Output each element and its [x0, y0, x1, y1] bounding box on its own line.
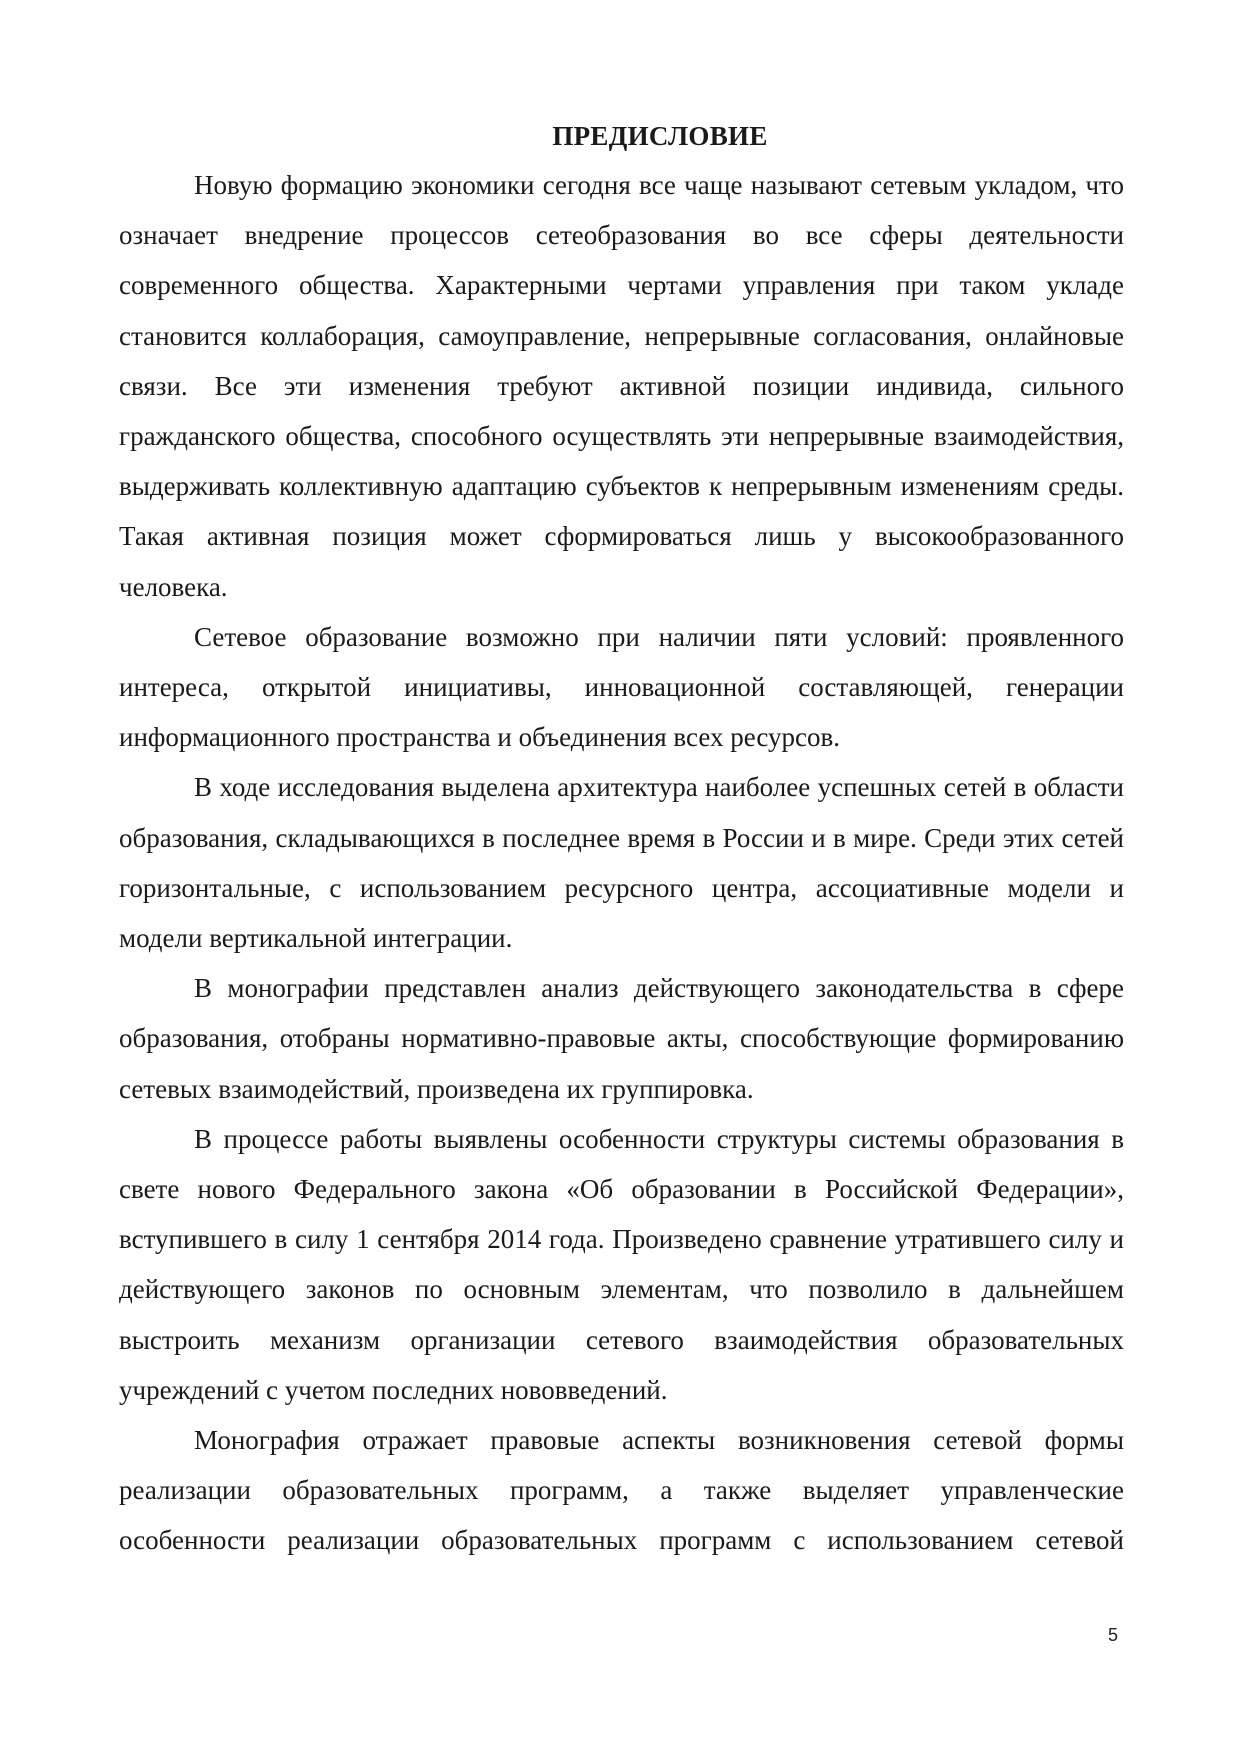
paragraph: Сетевое образование возможно при наличии пяти условий: проявленного интереса, открытой инициативы, инновационной составляющей, генерации информационного пространства и объединения всех ресурсов. [119, 621, 1124, 753]
paragraph: В процессе работы выявлены особенности структуры системы образования в свете нового Федерального закона «Об образовании в Российской Федерации», вступившего в силу 1 сентября 2014 года. Произведено сравнение утратившего силу и действующего законов по основным элементам, что позволило в дальнейшем выстроить механизм организации сетевого взаимодействия образовательных учреждений с учетом последних нововведений. [119, 1123, 1124, 1405]
paragraph: В монографии представлен анализ действующего законодательства в сфере образования, отобраны нормативно-правовые акты, способствующие формированию сетевых взаимодействий, произведена их группировка. [119, 973, 1124, 1104]
paragraph: Новую формацию экономики сегодня все чаще называют сетевым укладом, что означает внедрение процессов сетеобразования во все сферы деятельности современного общества. Характерными чертами управления при таком укладе становится коллаборация, самоуправление, непрерывные согласования, онлайновые связи. Все эти изменения требуют активной позиции индивида, сильного гражданского общества, способного осуществлять эти непрерывные взаимодействия, выдерживать коллективную адаптацию субъектов к непрерывным изменениям среды. Такая активная позиция может сформироваться лишь у высокообразованного человека. [119, 170, 1124, 602]
page-number: 5 [1108, 1625, 1119, 1645]
paragraph: В ходе исследования выделена архитектура наиболее успешных сетей в области образования, складывающихся в последнее время в России и в мире. Среди этих сетей горизонтальные, с использованием ресурсного центра, ассоциативные модели и модели вертикальной интеграции. [119, 772, 1124, 954]
body-text [119, 160, 1124, 1566]
section-heading: ПРЕДИСЛОВИЕ [552, 121, 768, 151]
paragraph: Монография отражает правовые аспекты возникновения сетевой формы реализации образовательных программ, а также выделяет управленческие особенности реализации образовательных программ с использованием сетевой [119, 1425, 1124, 1556]
